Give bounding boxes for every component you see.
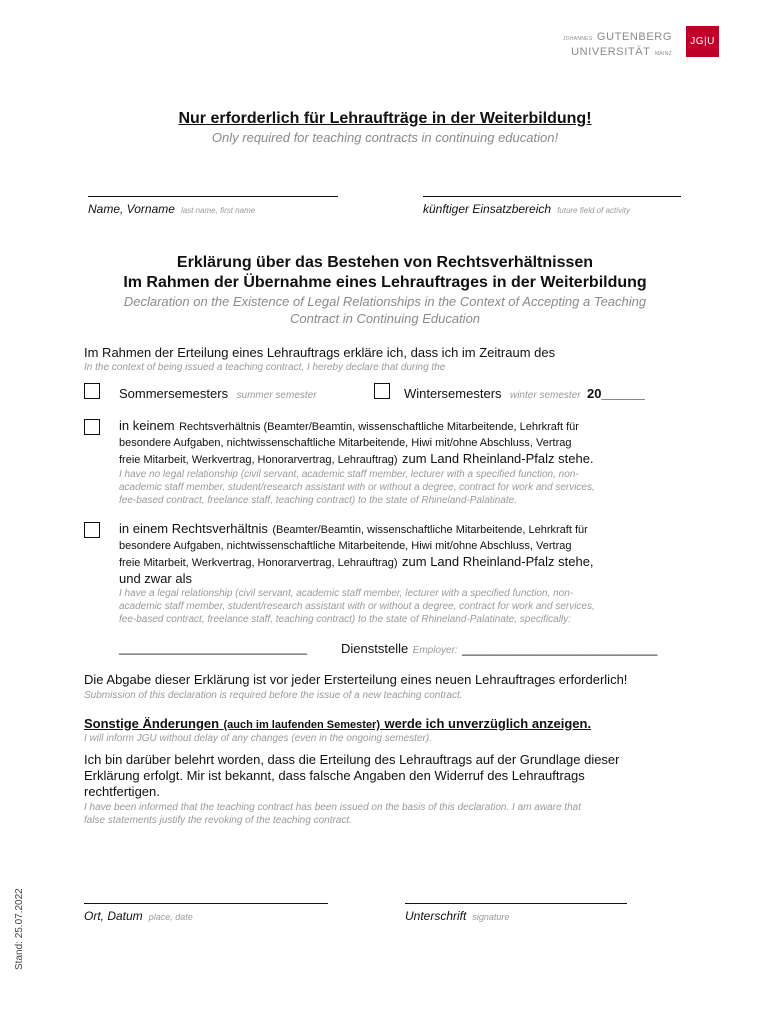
employer-en: Employer: — [412, 645, 458, 656]
version-date: Stand: 25.07.2022 — [14, 888, 25, 970]
no-relationship-checkbox[interactable] — [84, 419, 100, 435]
confirmation-text — [84, 752, 704, 827]
winter-semester-label: Wintersemesters — [404, 386, 502, 401]
summer-semester-label: Sommersemesters — [119, 386, 229, 401]
place-date-hint: place, date — [148, 912, 193, 922]
option1-en3: fee-based contract, freelance staff, teaching contract) to the state of Rhineland-Palatinate. — [119, 495, 518, 506]
signature-row — [405, 907, 509, 925]
option2-line4: und zwar als — [119, 571, 192, 586]
changes-b: (auch im laufenden Semester) — [223, 719, 381, 731]
jgu-logo: JG|U — [686, 26, 719, 57]
field-line[interactable] — [423, 196, 681, 197]
field-hint: future field of activity — [557, 206, 630, 215]
logo-gutenberg: GUTENBERG — [596, 31, 672, 43]
winter-semester-en: winter semester — [509, 390, 581, 401]
option2-text — [119, 521, 719, 626]
summer-semester-checkbox[interactable] — [84, 383, 100, 399]
option2-en1: I have a legal relationship (civil servant, academic staff member, lecturer with a specified function, non- — [119, 588, 574, 599]
place-date-label: Ort, Datum — [84, 909, 143, 923]
option2-en2: academic staff member, student/research assistant with or without a degree, contract for work and services, — [119, 601, 595, 612]
university-logo-text — [563, 30, 672, 60]
signature-line[interactable] — [405, 903, 627, 904]
option2-line3b: zum Land Rheinland-Pfalz stehe, — [402, 554, 594, 569]
field-label: künftiger Einsatzbereich — [423, 202, 552, 216]
page-title: Nur erforderlich für Lehraufträge in der Weiterbildung! — [178, 110, 592, 127]
signature-hint: signature — [472, 912, 510, 922]
semester-year-field[interactable]: 20______ — [587, 386, 645, 401]
confirm-line2: Erklärung erfolgt. Mir ist bekannt, dass falsche Angaben den Widerruf des Lehrauftrags — [84, 768, 585, 783]
intro-text-en: In the context of being issued a teaching contract, I hereby declare that during the — [84, 362, 446, 373]
option1-line3a: freie Mitarbeit, Werkvertrag, Honorarvertrag, Lehrauftrag) — [119, 454, 398, 466]
position-blank[interactable]: __________________________ — [119, 640, 307, 655]
summer-semester-en: summer semester — [236, 390, 317, 401]
place-date-row — [84, 907, 193, 925]
name-label-row — [88, 200, 255, 218]
option1-line3b: zum Land Rheinland-Pfalz stehe. — [402, 451, 594, 466]
changes-a: Sonstige Änderungen — [84, 716, 220, 731]
confirm-en1: I have been informed that the teaching contract has been issued on the basis of this declaration. I am aware that — [84, 802, 581, 813]
heading-en2: Contract in Continuing Education — [289, 311, 481, 326]
heading-line1: Erklärung über das Bestehen von Rechtsverhältnissen — [176, 254, 594, 271]
name-hint: last name, first name — [180, 206, 256, 215]
option1-line1: Rechtsverhältnis (Beamter/Beamtin, wissenschaftliche Mitarbeitende, Lehrkraft für — [179, 421, 579, 433]
signature-label: Unterschrift — [405, 909, 467, 923]
heading-line2: Im Rahmen der Übernahme eines Lehrauftrages in der Weiterbildung — [123, 274, 647, 291]
employer-blank[interactable]: ___________________________ — [462, 641, 658, 656]
has-relationship-checkbox[interactable] — [84, 522, 100, 538]
option2-en3: fee-based contract, freelance staff, teaching contract) to the state of Rhineland-Palatinate, specifically: — [119, 614, 571, 625]
option2-line3a: freie Mitarbeit, Werkvertrag, Honorarvertrag, Lehrauftrag) — [119, 557, 398, 569]
winter-semester-checkbox[interactable] — [374, 383, 390, 399]
option2-line2: besondere Aufgaben, nichtwissenschaftliche Mitarbeitende, Hiwi mit/ohne Abschluss, Vertrag — [119, 540, 572, 552]
notice-text-en: Submission of this declaration is required before the issue of a new teaching contract. — [84, 690, 463, 701]
employer-label: Dienststelle — [341, 641, 409, 656]
option1-en1: I have no legal relationship (civil servant, academic staff member, lecturer with a specified function, non- — [119, 469, 579, 480]
summer-semester-row — [119, 385, 317, 403]
name-line[interactable] — [88, 196, 338, 197]
intro-text: Im Rahmen der Erteilung eines Lehrauftrags erkläre ich, dass ich im Zeitraum des — [84, 345, 556, 360]
employer-row — [341, 640, 657, 658]
confirm-en2: false statements justify the revoking of the teaching contract. — [84, 815, 352, 826]
logo-johannes: JOHANNES — [562, 36, 593, 42]
logo-universitaet: UNIVERSITÄT — [571, 46, 651, 58]
option1-en2: academic staff member, student/research assistant with or without a degree, contract for work and services, — [119, 482, 595, 493]
changes-c: werde ich unverzüglich anzeigen. — [384, 716, 592, 731]
heading-en1: Declaration on the Existence of Legal Relationships in the Context of Accepting a Teaching — [123, 294, 647, 309]
page-title-en: Only required for teaching contracts in continuing education! — [211, 130, 559, 145]
option1-lead: in keinem — [119, 418, 175, 433]
notice-text: Die Abgabe dieser Erklärung ist vor jeder Ersterteilung eines neuen Lehrauftrages erforderlich! — [84, 672, 628, 687]
logo-mainz: MAINZ — [654, 51, 672, 57]
confirm-line1: Ich bin darüber belehrt worden, dass die Erteilung des Lehrauftrags auf der Grundlage dieser — [84, 752, 620, 767]
changes-text — [84, 715, 591, 733]
winter-semester-row — [404, 385, 645, 403]
option1-text — [119, 418, 719, 507]
confirm-line3: rechtfertigen. — [84, 784, 160, 799]
option2-line1: (Beamter/Beamtin, wissenschaftliche Mitarbeitende, Lehrkraft für — [272, 524, 588, 536]
changes-text-en: I will inform JGU without delay of any changes (even in the ongoing semester). — [84, 733, 432, 744]
field-label-row — [423, 200, 630, 218]
place-date-line[interactable] — [84, 903, 328, 904]
name-label: Name, Vorname — [88, 202, 175, 216]
option1-line2: besondere Aufgaben, nichtwissenschaftliche Mitarbeitende, Hiwi mit/ohne Abschluss, Vertrag — [119, 437, 572, 449]
option2-lead: in einem Rechtsverhältnis — [119, 521, 268, 536]
